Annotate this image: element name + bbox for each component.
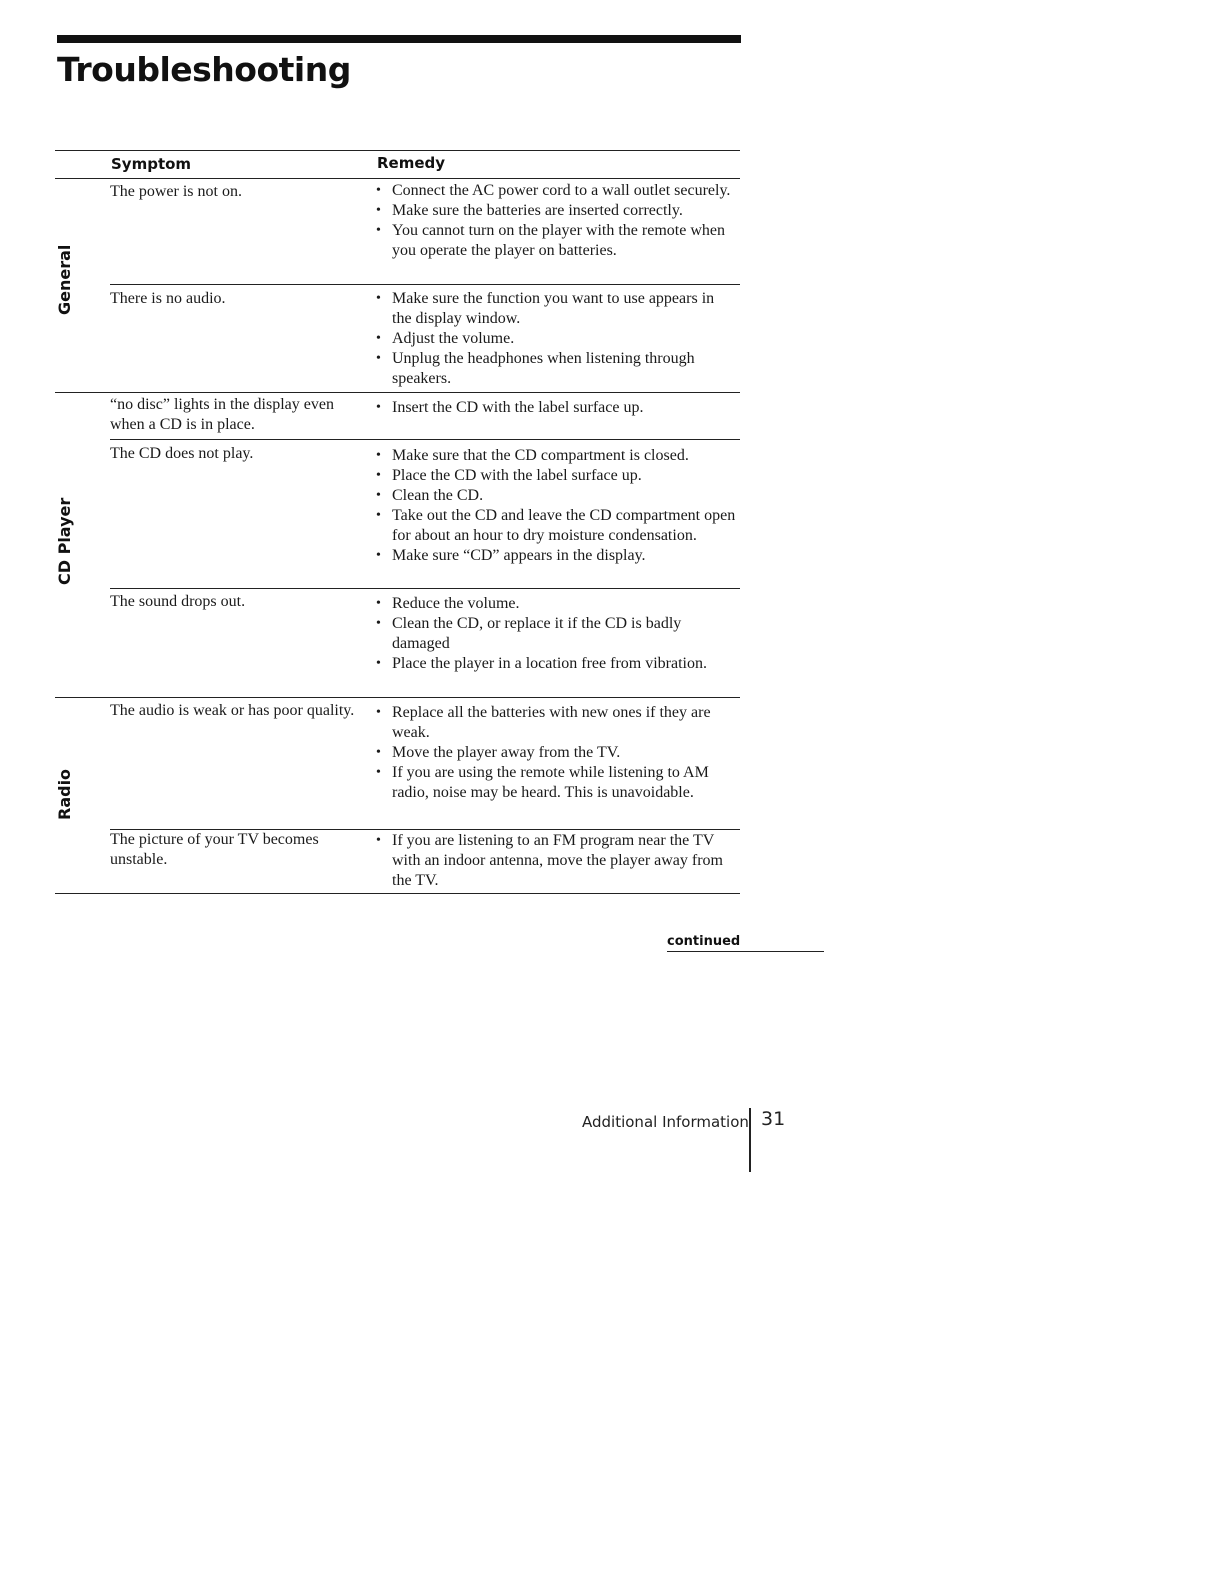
remedy-item: • Make sure the function you want to use appears in the display window. — [375, 289, 737, 329]
remedy-item: • Insert the CD with the label surface up. — [375, 398, 737, 418]
footer-divider — [749, 1108, 751, 1172]
remedy-list — [375, 398, 737, 418]
remedy-list — [375, 181, 737, 261]
symptom-cell: The sound drops out. — [110, 593, 246, 610]
remedy-item: • You cannot turn on the player with the remote when you operate the player on batteries. — [375, 221, 737, 261]
section-separator — [55, 392, 740, 393]
section-separator — [55, 697, 740, 698]
remedy-item: • Take out the CD and leave the CD compartment open for about an hour to dry moisture condensation. — [375, 506, 737, 546]
remedy-item: • Make sure that the CD compartment is closed. — [375, 446, 737, 466]
remedy-list — [375, 289, 737, 389]
symptom-cell: “no disc” lights in the display even when a CD is in place. — [110, 396, 334, 433]
remedy-item: • Connect the AC power cord to a wall outlet securely. — [375, 181, 737, 201]
page-number: 31 — [761, 1108, 786, 1130]
table-bottom-rule — [55, 893, 740, 894]
remedy-item: • If you are using the remote while listening to AM radio, noise may be heard. This is unavoidable. — [375, 763, 737, 803]
header-rule — [57, 35, 741, 43]
row-separator — [110, 588, 740, 589]
footer-section-name: Additional Information — [582, 1113, 749, 1131]
remedy-item: • Place the CD with the label surface up. — [375, 466, 737, 486]
remedy-list — [375, 703, 737, 803]
row-separator — [110, 284, 740, 285]
remedy-item: • Replace all the batteries with new ones if they are weak. — [375, 703, 737, 743]
row-separator — [110, 439, 740, 440]
symptom-cell: The picture of your TV becomes unstable. — [110, 831, 319, 868]
remedy-item: • Clean the CD, or replace it if the CD is badly damaged — [375, 614, 737, 654]
symptom-cell: The audio is weak or has poor quality. — [110, 702, 355, 719]
remedy-item: • Make sure “CD” appears in the display. — [375, 546, 737, 566]
remedy-item: • Clean the CD. — [375, 486, 737, 506]
remedy-item: • Unplug the headphones when listening through speakers. — [375, 349, 737, 389]
symptom-cell: The power is not on. — [110, 183, 242, 200]
remedy-list — [375, 831, 737, 891]
continued-label: continued — [667, 934, 824, 952]
remedy-item: • Adjust the volume. — [375, 329, 737, 349]
remedy-item: • Make sure the batteries are inserted correctly. — [375, 201, 737, 221]
symptom-header: Symptom — [111, 155, 192, 173]
remedy-item: • Place the player in a location free from vibration. — [375, 654, 737, 674]
symptom-cell: There is no audio. — [110, 290, 226, 307]
remedy-list — [375, 446, 737, 566]
table-top-rule — [55, 150, 740, 151]
remedy-item: • Move the player away from the TV. — [375, 743, 737, 763]
remedy-list — [375, 594, 737, 674]
page-title: Troubleshooting — [57, 50, 351, 89]
remedy-item: • If you are listening to an FM program near the TV with an indoor antenna, move the player away from the TV. — [375, 831, 737, 891]
remedy-item: • Reduce the volume. — [375, 594, 737, 614]
remedy-header: Remedy — [377, 154, 446, 172]
header-bottom-rule — [55, 178, 740, 179]
symptom-cell: The CD does not play. — [110, 445, 254, 462]
